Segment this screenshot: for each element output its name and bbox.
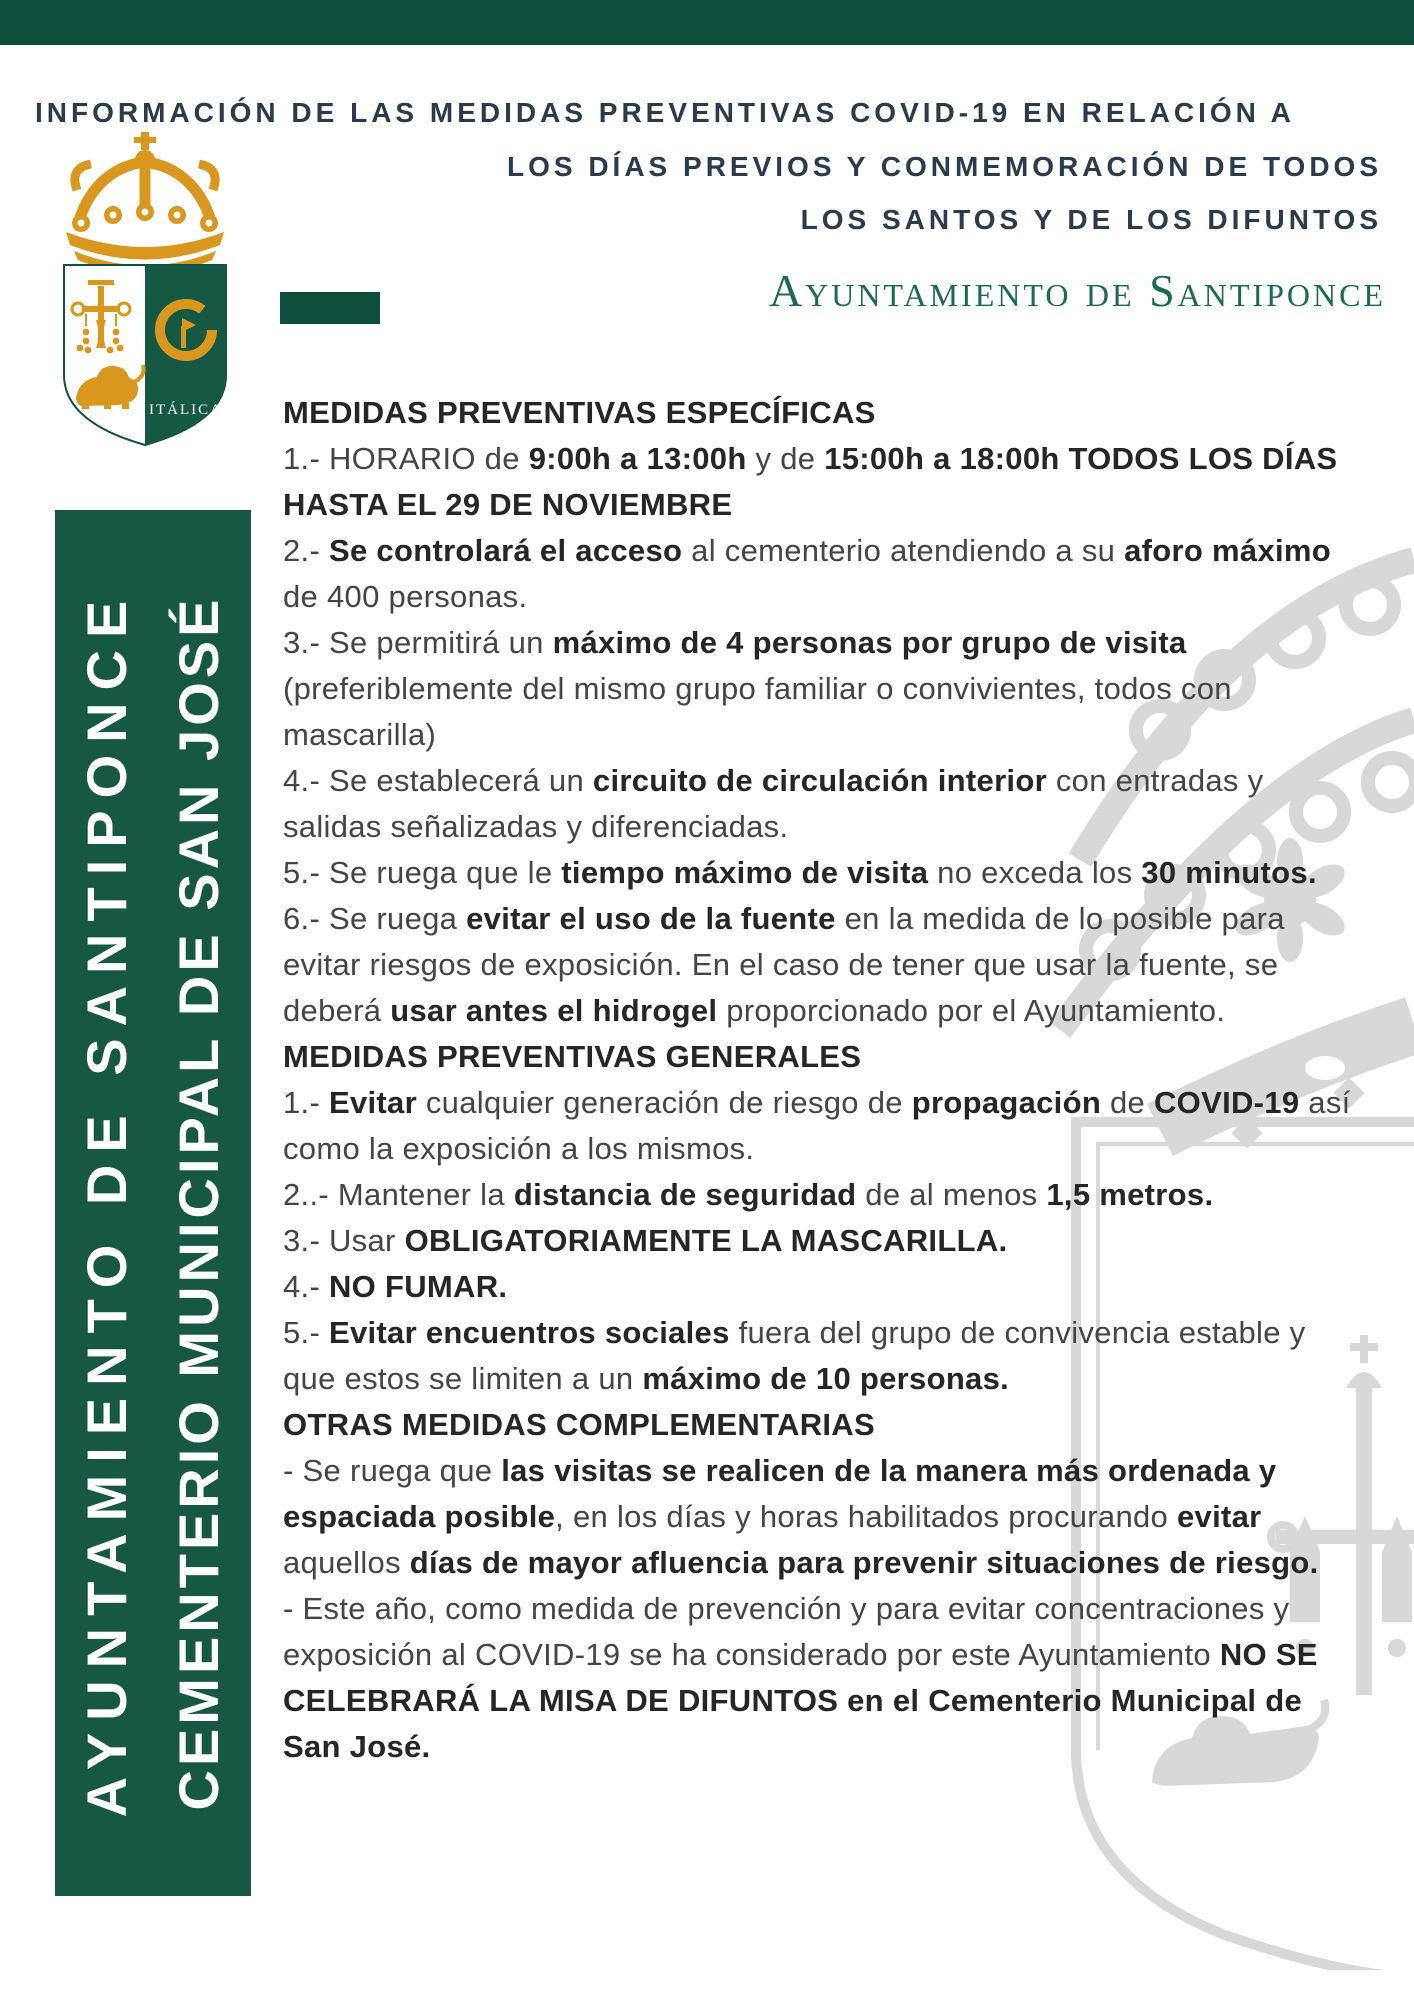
- body-paragraph: 3.- Se permitirá un máximo de 4 personas por grupo de visita (preferiblemente del mismo grupo familiar o convivientes, todos con mascarilla): [283, 625, 1232, 752]
- title-line-2: LOS DÍAS PREVIOS Y CONMEMORACIÓN DE TODOS: [507, 150, 1382, 182]
- body-paragraph: 5.- Se ruega que le tiempo máximo de visita no exceda los 30 minutos.: [283, 855, 1317, 890]
- body-paragraph: - Este año, como medida de prevención y para evitar concentraciones y exposición al COVID-19 se ha considerado por este Ayuntamiento NO SE CELEBRARÁ LA MISA DE DIFUNTOS en el Cementerio Municipal de San José.: [283, 1591, 1318, 1764]
- section-heading: MEDIDAS PREVENTIVAS ESPECÍFICAS: [283, 395, 876, 430]
- body-paragraph: 4.- Se establecerá un circuito de circulación interior con entradas y salidas señalizadas y diferenciadas.: [283, 763, 1264, 844]
- body-paragraph: 1.- Evitar cualquier generación de riesgo de propagación de COVID-19 así como la exposición a los mismos.: [283, 1085, 1351, 1166]
- sidebar-rotated-text: [55, 510, 251, 1896]
- crown-icon: [66, 132, 224, 274]
- body-paragraph: 2.- Se controlará el acceso al cementerio atendiendo a su aforo máximo de 400 personas.: [283, 533, 1331, 614]
- body-paragraph: 3.- Usar OBLIGATORIAMENTE LA MASCARILLA.: [283, 1223, 1008, 1258]
- body-paragraph: 1.- HORARIO de 9:00h a 13:00h y de 15:00h a 18:00h TODOS LOS DÍAS HASTA EL 29 DE NOVIEMBRE: [283, 441, 1338, 522]
- body-content: [283, 390, 1365, 1770]
- title-line-1: INFORMACIÓN DE LAS MEDIDAS PREVENTIVAS COVID-19 EN RELACIÓN A: [35, 97, 1295, 128]
- body-paragraph: - Se ruega que las visitas se realicen de la manera más ordenada y espaciada posible, en los días y horas habilitados procurando evitar aquellos días de mayor afluencia para prevenir situaciones de riesgo.: [283, 1453, 1319, 1580]
- shield-icon: [64, 265, 226, 445]
- body-paragraph: 6.- Se ruega evitar el uso de la fuente en la medida de lo posible para evitar riesgos de exposición. En el caso de tener que usar la fuente, se deberá usar antes el hidrogel proporcionado por el Ayuntamiento.: [283, 901, 1285, 1028]
- body-paragraph: 2..- Mantener la distancia de seguridad de al menos 1,5 metros.: [283, 1177, 1214, 1212]
- sidebar-line-1: AYUNTAMIENTO DE SANTIPONCE: [75, 588, 138, 1818]
- section-heading: MEDIDAS PREVENTIVAS GENERALES: [283, 1039, 862, 1074]
- section-heading: OTRAS MEDIDAS COMPLEMENTARIAS: [283, 1407, 875, 1442]
- body-paragraph: 5.- Evitar encuentros sociales fuera del grupo de convivencia estable y que estos se limiten a un máximo de 10 personas.: [283, 1315, 1306, 1396]
- sidebar-line-2: CEMENTERIO MUNICIPAL DE SAN JOSÉ: [167, 595, 230, 1811]
- title-line-3: LOS SANTOS Y DE LOS DIFUNTOS: [800, 204, 1382, 235]
- sidebar-banner: [55, 510, 251, 1896]
- body-paragraph: 4.- NO FUMAR.: [283, 1269, 508, 1304]
- accent-rectangle: [280, 292, 380, 324]
- shield-label: ITÁLICA: [149, 402, 223, 418]
- org-name: Ayuntamiento de Santiponce: [768, 265, 1386, 316]
- top-accent-bar: [0, 0, 1414, 45]
- coat-of-arms-logo: [50, 130, 240, 450]
